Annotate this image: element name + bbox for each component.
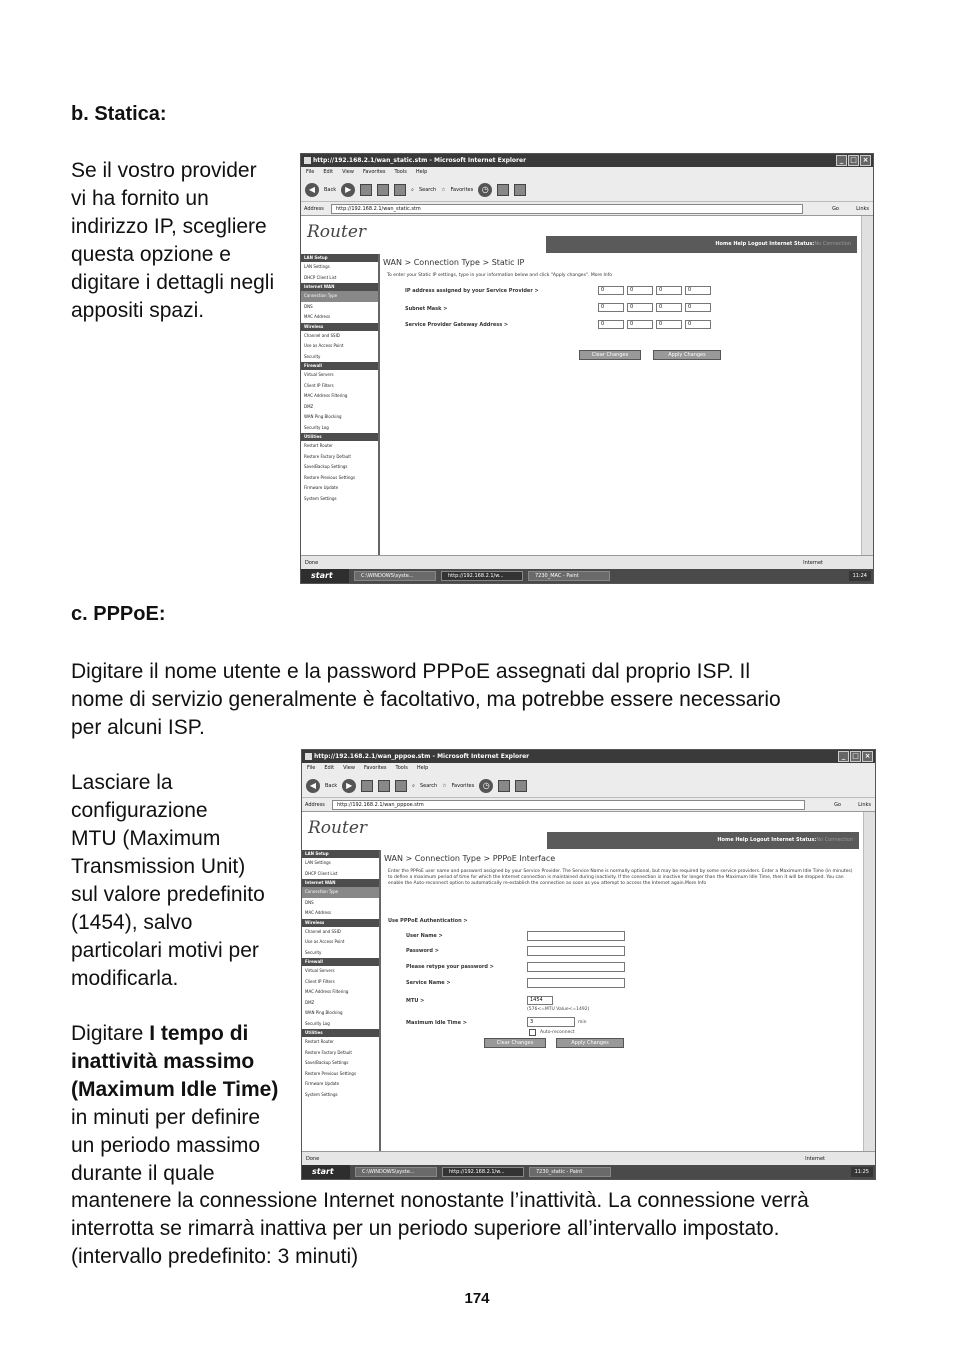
sidebar-item-security[interactable]: Security xyxy=(304,353,321,359)
subnet-octet-4[interactable]: 0 xyxy=(685,303,711,312)
maximize-button[interactable]: □ xyxy=(850,751,861,762)
gateway-label: Service Provider Gateway Address > xyxy=(405,322,509,328)
window-title: http://192.168.2.1/wan_static.stm - Microsoft Internet Explorer xyxy=(313,157,527,164)
page-heading: WAN > Connection Type > Static IP xyxy=(383,258,525,267)
auth-label: Use PPPoE Authentication > xyxy=(388,918,468,924)
address-label: Address xyxy=(304,206,324,212)
idle-bold: I tempo di inattività massimo (Maximum Idle Time) xyxy=(71,1022,279,1101)
sidebar-item-client-ip-filters[interactable]: Client IP Filters xyxy=(305,978,335,984)
router-logo: Router xyxy=(308,818,368,838)
router-sidebar xyxy=(302,850,381,1151)
window-title: http://192.168.2.1/wan_pppoe.stm - Microsoft Internet Explorer xyxy=(314,753,530,760)
sidebar-section-lan-setup: LAN Setup xyxy=(301,254,378,262)
sidebar-item-lan-settings[interactable]: LAN Settings xyxy=(304,264,330,269)
sidebar-item-restart-router[interactable]: Restart Router xyxy=(305,1039,334,1044)
subnet-octet-3[interactable]: 0 xyxy=(656,303,682,312)
menu-bar xyxy=(302,763,875,774)
minimize-button[interactable]: _ xyxy=(838,751,849,762)
sidebar-section-utilities: Utilities xyxy=(302,1029,379,1037)
sidebar-item-restore-factory-default[interactable]: Restore Factory Default xyxy=(305,1049,352,1055)
status-text: Done xyxy=(305,560,319,566)
ip-address-label: IP address assigned by your Service Provider > xyxy=(405,288,539,294)
forward-icon[interactable]: ▶ xyxy=(342,779,356,793)
search-icon[interactable]: ⌕ xyxy=(412,782,415,789)
mtu-label: MTU > xyxy=(406,998,425,1004)
sidebar-item-security-log[interactable]: Security Log xyxy=(305,1020,330,1026)
ie-icon xyxy=(304,157,311,164)
menu-bar xyxy=(301,167,873,178)
minimize-button[interactable]: _ xyxy=(836,155,847,166)
static-description: Se il vostro provider vi ha fornito un indirizzo IP, scegliere questa opzione e digitare i dettagli negli appositi spazi. xyxy=(71,159,275,322)
taskbar xyxy=(301,569,873,583)
retype-password-label: Please retype your password > xyxy=(406,964,494,970)
window-titlebar xyxy=(301,154,873,167)
sidebar-section-lan-setup: LAN Setup xyxy=(302,850,379,858)
pppoe-mtu-description: Lasciare la configurazione MTU (Maximum Transmission Unit) sul valore predefinito (1454), salvo particolari motivi per modificarla. xyxy=(71,771,265,990)
taskbar xyxy=(302,1165,875,1179)
sidebar-item-connection-type[interactable]: Connection Type xyxy=(302,887,379,898)
ip-octet-1[interactable]: 0 xyxy=(598,286,624,295)
sidebar-item-dhcp-client-list[interactable]: DHCP Client List xyxy=(305,870,338,876)
history-icon[interactable]: ◷ xyxy=(478,183,492,197)
sidebar-item-lan-settings[interactable]: LAN Settings xyxy=(305,860,331,865)
sidebar-item-client-ip-filters[interactable]: Client IP Filters xyxy=(304,382,334,388)
mtu-hint: (576<=MTU Value<=1492) xyxy=(527,1007,590,1012)
mtu-input[interactable]: 1454 xyxy=(527,996,553,1005)
sidebar-item-firmware-update[interactable]: Firmware Update xyxy=(305,1081,340,1086)
service-name-label: Service Name > xyxy=(406,980,451,986)
internet-status: No Connection xyxy=(816,837,853,843)
section-heading-static: b. Statica: xyxy=(71,103,167,125)
start-button[interactable]: start xyxy=(302,1165,350,1179)
subnet-mask-label: Subnet Mask > xyxy=(405,306,448,312)
router-logo: Router xyxy=(307,222,367,242)
router-sidebar xyxy=(301,254,380,555)
sidebar-item-security-log[interactable]: Security Log xyxy=(304,424,329,430)
menu-favorites[interactable]: Favorites xyxy=(362,169,386,175)
task-ie[interactable]: http://192.168.2.1/w... xyxy=(441,571,523,581)
task-ie[interactable]: http://192.168.2.1/w... xyxy=(442,1167,524,1177)
favorites-label[interactable]: Favorites xyxy=(450,186,474,193)
forward-icon[interactable]: ▶ xyxy=(341,183,355,197)
router-top-nav xyxy=(546,236,857,253)
sidebar-item-dmz[interactable]: DMZ xyxy=(305,999,315,1005)
sidebar-item-dmz[interactable]: DMZ xyxy=(304,403,314,409)
username-label: User Name > xyxy=(406,933,443,939)
retype-password-input[interactable] xyxy=(527,962,625,972)
sidebar-item-restore-previous-settings[interactable]: Restore Previous Settings xyxy=(305,1070,357,1076)
menu-edit[interactable]: Edit xyxy=(324,765,335,771)
ip-octet-2[interactable]: 0 xyxy=(627,286,653,295)
task-paint[interactable]: 7230_static - Paint xyxy=(529,1167,611,1177)
menu-edit[interactable]: Edit xyxy=(323,169,334,175)
gateway-octet-2[interactable]: 0 xyxy=(627,320,653,329)
sidebar-item-restore-factory-default[interactable]: Restore Factory Default xyxy=(304,453,351,459)
back-label[interactable]: Back xyxy=(325,782,338,789)
sidebar-item-use-as-access-point[interactable]: Use as Access Point xyxy=(305,939,345,944)
close-button[interactable]: × xyxy=(862,751,873,762)
sidebar-item-mac-address-filtering[interactable]: MAC Address Filtering xyxy=(304,393,348,398)
system-clock: 11:25 xyxy=(851,1167,873,1177)
mail-icon[interactable] xyxy=(497,184,509,196)
router-main xyxy=(384,850,857,1151)
back-label[interactable]: Back xyxy=(324,186,337,193)
gateway-octet-4[interactable]: 0 xyxy=(685,320,711,329)
address-input[interactable]: http://192.168.2.1/wan_pppoe.stm xyxy=(332,800,805,810)
sidebar-section-utilities: Utilities xyxy=(301,433,378,441)
sidebar-item-channel-and-ssid[interactable]: Channel and SSID xyxy=(304,332,340,338)
address-bar xyxy=(301,202,873,216)
browser-toolbar xyxy=(301,178,873,202)
username-input[interactable] xyxy=(527,931,625,941)
home-icon[interactable] xyxy=(395,780,407,792)
apply-changes-button[interactable]: Apply Changes xyxy=(653,350,721,360)
status-bar xyxy=(301,555,873,569)
router-top-nav xyxy=(547,832,859,849)
pppoe-idle-tail: mantenere la connessione Internet nonostante l’inattività. La connessione verrà interrotta se rimarrà inattiva per un periodo superiore all’intervallo impostato. (intervallo predefinito: 3 minuti) xyxy=(71,1189,809,1268)
search-label[interactable]: Search xyxy=(419,782,438,789)
pppoe-intro: Digitare il nome utente e la password PPPoE assegnati dal proprio ISP. Il nome di servizio generalmente è facoltativo, ma potrebbe essere necessario per alcuni ISP. xyxy=(71,660,781,739)
sidebar-item-dns[interactable]: DNS xyxy=(305,899,314,905)
back-icon[interactable]: ◀ xyxy=(305,183,319,197)
internet-status: No Connection xyxy=(814,241,851,247)
nav-links[interactable]: Home Help Logout Internet Status: xyxy=(717,837,817,843)
gateway-octet-1[interactable]: 0 xyxy=(598,320,624,329)
stop-icon[interactable] xyxy=(360,184,372,196)
go-button[interactable]: Go xyxy=(832,206,839,212)
idle-time-unit: min xyxy=(578,1020,587,1025)
idle-time-input[interactable]: 3 xyxy=(527,1017,575,1027)
menu-help[interactable]: Help xyxy=(416,765,429,771)
sidebar-item-save-backup-settings[interactable]: Save/Backup Settings xyxy=(305,1060,349,1065)
task-cmd[interactable]: C:\WINDOWS\syste... xyxy=(355,1167,437,1177)
router-page xyxy=(302,812,863,1151)
refresh-icon[interactable] xyxy=(378,780,390,792)
apply-changes-button[interactable]: Apply Changes xyxy=(556,1038,624,1048)
sidebar-item-virtual-servers[interactable]: Virtual Servers xyxy=(305,968,335,973)
idle-prefix: Digitare xyxy=(71,1022,150,1045)
sidebar-item-mac-address[interactable]: MAC Address xyxy=(304,314,331,319)
security-zone: Internet xyxy=(803,560,823,566)
security-zone: Internet xyxy=(805,1156,825,1162)
sidebar-item-connection-type[interactable]: Connection Type xyxy=(301,291,378,302)
sidebar-item-restore-previous-settings[interactable]: Restore Previous Settings xyxy=(304,474,356,480)
address-label: Address xyxy=(305,802,325,808)
vertical-scrollbar[interactable] xyxy=(861,216,873,555)
sidebar-item-virtual-servers[interactable]: Virtual Servers xyxy=(304,372,334,377)
go-button[interactable]: Go xyxy=(834,802,841,808)
menu-view[interactable]: View xyxy=(342,169,354,175)
home-icon[interactable] xyxy=(394,184,406,196)
task-paint[interactable]: 7230_MAC - Paint xyxy=(528,571,610,581)
favorites-label[interactable]: Favorites xyxy=(451,782,475,789)
nav-links[interactable]: Home Help Logout Internet Status: xyxy=(715,241,815,247)
sidebar-item-wan-ping-blocking[interactable]: WAN Ping Blocking xyxy=(304,414,342,419)
static-ip-screenshot xyxy=(300,153,874,584)
sidebar-item-mac-address[interactable]: MAC Address xyxy=(305,910,332,915)
status-bar xyxy=(302,1151,875,1165)
sidebar-item-dns[interactable]: DNS xyxy=(304,303,313,309)
service-name-input[interactable] xyxy=(527,978,625,988)
sidebar-item-use-as-access-point[interactable]: Use as Access Point xyxy=(304,343,344,348)
vertical-scrollbar[interactable] xyxy=(863,812,875,1151)
favorites-icon[interactable]: ☆ xyxy=(441,186,446,193)
sidebar-section-wireless: Wireless xyxy=(301,323,378,331)
mail-icon[interactable] xyxy=(498,780,510,792)
links-label[interactable]: Links xyxy=(856,206,869,212)
password-input[interactable] xyxy=(527,946,625,956)
sidebar-item-system-settings[interactable]: System Settings xyxy=(304,495,337,501)
auto-reconnect-label: Auto-reconnect xyxy=(540,1030,575,1035)
search-label[interactable]: Search xyxy=(418,186,437,193)
menu-file[interactable]: File xyxy=(307,765,316,771)
back-icon[interactable]: ◀ xyxy=(306,779,320,793)
favorites-icon[interactable]: ☆ xyxy=(442,782,447,789)
sidebar-item-firmware-update[interactable]: Firmware Update xyxy=(304,485,339,490)
sidebar-section-internet-wan: Internet WAN xyxy=(302,879,379,887)
history-icon[interactable]: ◷ xyxy=(479,779,493,793)
ip-octet-3[interactable]: 0 xyxy=(656,286,682,295)
sidebar-section-internet-wan: Internet WAN xyxy=(301,283,378,291)
links-label[interactable]: Links xyxy=(858,802,871,808)
section-heading-pppoe: c. PPPoE: xyxy=(71,603,166,625)
menu-favorites[interactable]: Favorites xyxy=(363,765,387,771)
password-label: Password > xyxy=(406,948,439,954)
sidebar-item-dhcp-client-list[interactable]: DHCP Client List xyxy=(304,274,337,280)
menu-tools[interactable]: Tools xyxy=(395,765,408,771)
print-icon[interactable] xyxy=(515,780,527,792)
browser-toolbar xyxy=(302,774,875,798)
pppoe-screenshot xyxy=(301,749,876,1180)
address-bar xyxy=(302,798,875,812)
page-number: 174 xyxy=(464,1290,490,1307)
page-heading: WAN > Connection Type > PPPoE Interface xyxy=(384,854,556,863)
sidebar-item-system-settings[interactable]: System Settings xyxy=(305,1091,338,1097)
window-titlebar xyxy=(302,750,875,763)
sidebar-item-restart-router[interactable]: Restart Router xyxy=(304,443,333,448)
subnet-octet-2[interactable]: 0 xyxy=(627,303,653,312)
subnet-octet-1[interactable]: 0 xyxy=(598,303,624,312)
sidebar-item-wan-ping-blocking[interactable]: WAN Ping Blocking xyxy=(305,1010,343,1015)
maximize-button[interactable]: □ xyxy=(848,155,859,166)
auto-reconnect-checkbox[interactable] xyxy=(529,1029,536,1036)
gateway-octet-3[interactable]: 0 xyxy=(656,320,682,329)
sidebar-item-save-backup-settings[interactable]: Save/Backup Settings xyxy=(304,464,348,469)
page-intro: Enter the PPPoE user name and password assigned by your Service Provider. The Service Name is normally optional, but may be required by some service providers. Enter a Maximum Idle Time (in minutes) to define a maximum period of time for which the Internet connection is maintained during inactivity. If the connection is inactive for longer than the Maximum Idle Time, then it will be dropped. You can enable the Auto-reconnect option to automatically re-establish the connection as soon as you attempt to access the Internet again.More Info xyxy=(388,869,853,886)
router-page xyxy=(301,216,861,555)
idle-time-label: Maximum Idle Time > xyxy=(406,1020,467,1026)
clear-changes-button[interactable]: Clear Changes xyxy=(484,1038,546,1048)
pppoe-idle-description xyxy=(71,1020,296,1188)
print-icon[interactable] xyxy=(514,184,526,196)
start-button[interactable]: start xyxy=(301,569,349,583)
sidebar-item-channel-and-ssid[interactable]: Channel and SSID xyxy=(305,928,341,934)
address-input[interactable]: http://192.168.2.1/wan_static.stm xyxy=(331,204,803,214)
status-text: Done xyxy=(306,1156,320,1162)
sidebar-section-firewall: Firewall xyxy=(302,958,379,966)
sidebar-item-security[interactable]: Security xyxy=(305,949,322,955)
search-icon[interactable]: ⌕ xyxy=(411,186,414,193)
menu-file[interactable]: File xyxy=(306,169,315,175)
menu-tools[interactable]: Tools xyxy=(394,169,407,175)
menu-view[interactable]: View xyxy=(343,765,355,771)
router-main xyxy=(383,254,855,555)
refresh-icon[interactable] xyxy=(377,184,389,196)
ip-octet-4[interactable]: 0 xyxy=(685,286,711,295)
sidebar-section-firewall: Firewall xyxy=(301,362,378,370)
sidebar-item-mac-address-filtering[interactable]: MAC Address Filtering xyxy=(305,989,349,994)
task-cmd[interactable]: C:\WINDOWS\syste... xyxy=(354,571,436,581)
ie-icon xyxy=(305,753,312,760)
sidebar-section-wireless: Wireless xyxy=(302,919,379,927)
system-clock: 11:24 xyxy=(849,571,871,581)
stop-icon[interactable] xyxy=(361,780,373,792)
page-intro: To enter your Static IP settings, type in your information below and click "Apply changes". More Info xyxy=(387,273,612,278)
menu-help[interactable]: Help xyxy=(415,169,428,175)
clear-changes-button[interactable]: Clear Changes xyxy=(579,350,641,360)
idle-suffix: in minuti per definire un periodo massimo durante il quale xyxy=(71,1106,261,1185)
close-button[interactable]: × xyxy=(860,155,871,166)
